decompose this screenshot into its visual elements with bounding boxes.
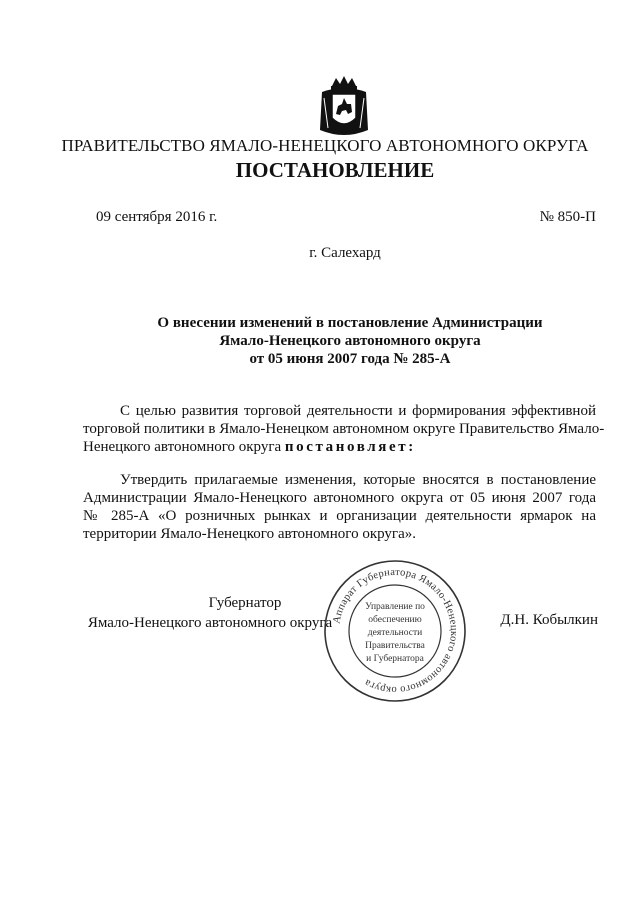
seal-center-line: обеспечению xyxy=(368,615,422,625)
paragraph-line: торговой политики в Ямало-Ненецком автономном округе Правительство Ямало- xyxy=(83,421,605,437)
paragraph-line: Утвердить прилагаемые изменения, которые вносятся в постановление xyxy=(120,472,596,488)
seal-ring-text: Аппарат Губернатора Ямало-Ненецкого автономного округа xyxy=(331,566,460,696)
signatory-name: Д.Н. Кобылкин xyxy=(500,612,598,628)
seal-center-line: деятельности xyxy=(367,628,423,638)
coat-of-arms-emblem xyxy=(316,74,372,140)
paragraph-text: Ненецкого автономного округа xyxy=(83,439,282,455)
document-number: № 850-П xyxy=(539,209,596,225)
decree-paragraph xyxy=(83,471,596,543)
paragraph-line: территории Ямало-Ненецкого автономного округа». xyxy=(83,526,416,542)
signatory-title xyxy=(84,593,336,633)
document-date: 09 сентября 2016 г. xyxy=(96,209,218,225)
document-city: г. Салехард xyxy=(309,245,381,261)
paragraph-line: С целью развития торговой деятельности и формирования эффективной xyxy=(120,403,596,419)
document-title xyxy=(0,314,640,368)
seal-center-line: Правительства xyxy=(365,641,425,651)
decree-word: постановляет: xyxy=(284,439,416,455)
paragraph-line xyxy=(83,438,596,456)
document-type: ПОСТАНОВЛЕНИЕ xyxy=(235,158,435,182)
paragraph-line: № 285-А «О розничных рынках и организации деятельности ярмарок на xyxy=(83,508,596,524)
paragraph-line: Администрации Ямало-Ненецкого автономного округа от 05 июня 2007 года xyxy=(83,490,596,506)
seal-center-line: и Губернатора xyxy=(366,654,424,664)
seal-center-line: Управление по xyxy=(365,602,425,612)
preamble-paragraph xyxy=(83,402,605,456)
signatory-title-line: Ямало-Ненецкого автономного округа xyxy=(87,615,333,631)
signatory-title-line: Губернатор xyxy=(208,595,282,611)
government-name: ПРАВИТЕЛЬСТВО ЯМАЛО-НЕНЕЦКОГО АВТОНОМНОГО ОКРУГА xyxy=(61,136,589,155)
official-seal xyxy=(320,556,470,706)
title-line: Ямало-Ненецкого автономного округа xyxy=(219,333,481,349)
title-line: О внесении изменений в постановление Администрации xyxy=(157,315,543,331)
title-line: от 05 июня 2007 года № 285-А xyxy=(249,351,451,367)
